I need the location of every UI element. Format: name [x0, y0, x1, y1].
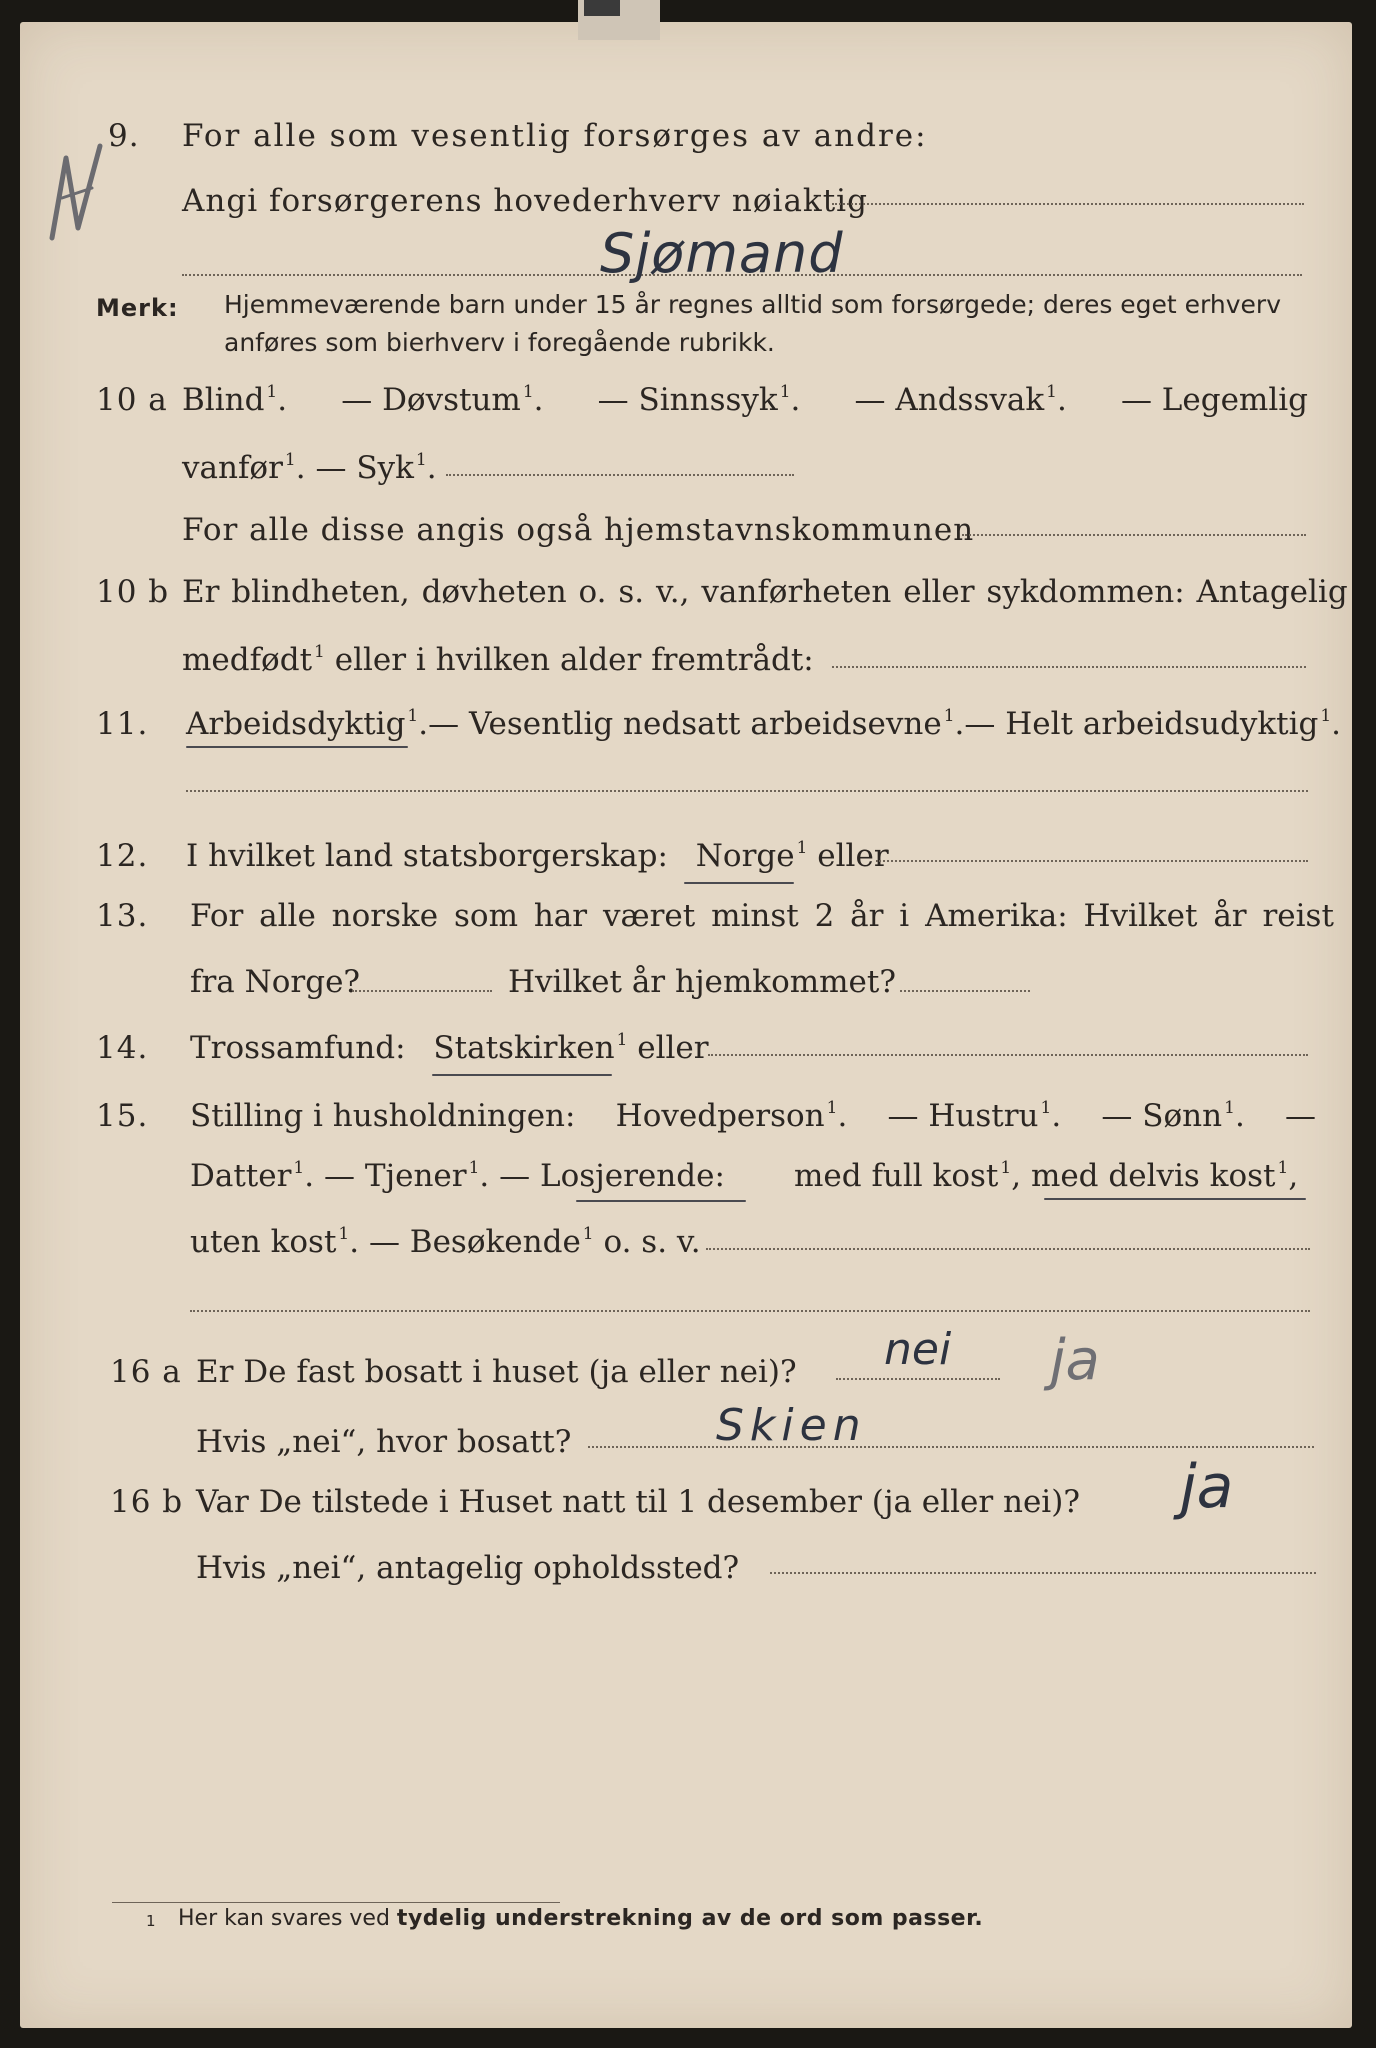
question-15: 15. Stilling i husholdningen: Hovedperson $^1$. — Hustru $^1$. — Sønn $^1$. — [0, 1092, 1376, 1140]
answer-line [352, 990, 492, 992]
answer-line [588, 1446, 1314, 1448]
question-number: 14. [96, 1030, 149, 1066]
handwritten-answer-skien: Skien [716, 1400, 867, 1451]
underline-statskirken [432, 1074, 612, 1076]
option-nedsatt: — Vesentlig nedsatt arbeidsevne [428, 706, 942, 742]
option-sonn: — Sønn [1101, 1098, 1223, 1134]
binding-clip [584, 0, 620, 16]
question-9 [0, 112, 1376, 160]
underline-arbeidsdyktig [186, 746, 408, 748]
question-10b-line2: medfødt $^1$ eller i hvilken alder fremtrådt: [182, 641, 814, 678]
question-10a-line3 [0, 506, 1376, 554]
answer-line [962, 534, 1306, 536]
question-text: Stilling i husholdningen: [190, 1098, 576, 1134]
answer-line [876, 860, 1308, 862]
question-text: eller i hvilken alder fremtrådt: [334, 642, 814, 678]
underline-losjerende [576, 1200, 746, 1202]
option-vanfor: vanfør [182, 450, 283, 486]
note-label: Merk: [96, 294, 179, 322]
question-text: For alle norske som har været minst 2 år i Amerika: Hvilket år reist [190, 898, 1334, 934]
option-eller: eller [817, 838, 889, 874]
answer-line [900, 990, 1030, 992]
answer-line [836, 1378, 1000, 1380]
question-11: 11. Arbeidsdyktig $^1$. — Vesentlig nedsatt arbeidsevne $^1$. — Helt arbeidsudyktig $^1$. [0, 700, 1376, 748]
question-text: For alle som vesentlig forsørges av andre: [182, 118, 928, 154]
handwritten-answer-nei: nei [884, 1324, 952, 1375]
answer-line [190, 1310, 1310, 1312]
question-number: 16 a [110, 1354, 182, 1390]
underline-norge [684, 882, 794, 884]
question-13 [0, 892, 1376, 940]
option-delvis-kost: med delvis kost [1030, 1158, 1276, 1194]
option-udyktig: — Helt arbeidsudyktig [964, 706, 1319, 742]
question-14: 14. Trossamfund: Statskirken $^1$ eller [0, 1024, 1376, 1072]
option-syk: — Syk [315, 450, 414, 486]
option-sinnssyk: — Sinnssyk [597, 382, 778, 418]
option-norge: Norge [695, 838, 795, 874]
option-medfodt: medfødt [182, 642, 313, 678]
question-15-line2: Datter $^1$. — Tjener $^1$. — Losjerende: med full kost $^1$, med delvis kost $^1$, [190, 1157, 1299, 1194]
question-text: Var De tilstede i Huset natt til 1 desember (ja eller nei)? [196, 1484, 1080, 1520]
question-number: 13. [96, 898, 149, 934]
answer-line [446, 474, 794, 476]
option-legemlig: — Legemlig [1120, 382, 1308, 418]
option-eller: eller [637, 1030, 709, 1066]
option-statskirken: Statskirken [433, 1030, 615, 1066]
question-10a-line2: vanfør $^1$. — Syk $^1$. [182, 449, 437, 486]
underline-delvis-kost [1044, 1198, 1306, 1200]
option-datter: Datter [190, 1158, 292, 1194]
question-16a [0, 1348, 1376, 1396]
footnote-number: 1 [146, 1912, 156, 1930]
pencil-answer-ja: ja [1050, 1328, 1100, 1393]
footnote-text: Her kan svares ved [178, 1906, 390, 1931]
question-text: o. s. v. [603, 1224, 701, 1260]
question-number: 15. [96, 1098, 149, 1134]
option-hovedperson: Hovedperson [615, 1098, 825, 1134]
option-besokende: — Besøkende [368, 1224, 581, 1260]
question-12: 12. I hvilket land statsborgerskap: Norge $^1$ eller [0, 832, 1376, 880]
question-9-line2 [0, 177, 1376, 225]
handwritten-answer-ja: ja [1180, 1452, 1234, 1522]
question-16a-line2 [0, 1418, 1376, 1466]
dash: — [1285, 1098, 1316, 1134]
option-hustru: — Hustru [887, 1098, 1039, 1134]
question-text: Er De fast bosatt i huset (ja eller nei)? [196, 1354, 797, 1390]
question-text: Hvis „nei“, hvor bosatt? [196, 1424, 572, 1460]
question-13-line2 [0, 958, 1376, 1006]
option-full-kost: med full kost [794, 1158, 999, 1194]
handwritten-answer-occupation: Sjømand [600, 222, 844, 285]
question-16b [0, 1478, 1376, 1526]
question-number: 10 b [96, 574, 170, 610]
option-blind: Blind [182, 382, 265, 418]
answer-line [186, 790, 1308, 792]
question-text: I hvilket land statsborgerskap: [186, 838, 668, 874]
option-tjener: — Tjener [323, 1158, 467, 1194]
answer-line [832, 203, 1304, 205]
question-text: For alle disse angis også hjemstavnskommunen [182, 512, 975, 548]
footnote-text-bold: tydelig understrekning av de ord som passer. [396, 1906, 984, 1931]
question-text: Hvis „nei“, antagelig opholdssted? [196, 1550, 740, 1586]
answer-line [832, 666, 1306, 668]
question-number: 11. [96, 706, 149, 742]
question-number: 9. [108, 118, 140, 154]
option-losjerende: Losjerende [540, 1158, 715, 1194]
note-text-line2: anføres som bierhverv i foregående rubrikk. [224, 328, 775, 357]
question-number: 16 b [110, 1484, 184, 1520]
question-text: Er blindheten, døvheten o. s. v., vanførheten eller sykdommen: Antagelig [182, 574, 1348, 610]
answer-line [706, 1248, 1310, 1250]
option-uten-kost: uten kost [190, 1224, 337, 1260]
option-andssvak: — Andssvak [854, 382, 1045, 418]
question-10a: 10 a Blind $^1$. — Døvstum $^1$. — Sinnssyk $^1$. — Andssvak $^1$. — Legemlig [0, 376, 1376, 424]
question-text: fra Norge? [190, 964, 361, 1000]
note-text-line1: Hjemmeværende barn under 15 år regnes alltid som forsørgede; deres eget erhverv [224, 290, 1281, 319]
question-text: Angi forsørgerens hovederhverv nøiaktig [182, 183, 868, 219]
option-arbeidsdyktig: Arbeidsdyktig [186, 706, 406, 742]
question-15-line3: uten kost $^1$. — Besøkende $^1$ o. s. v. [190, 1223, 701, 1260]
question-number: 12. [96, 838, 149, 874]
footnote [148, 1906, 983, 1931]
question-text: Hvilket år hjemkommet? [508, 964, 896, 1000]
question-text: Trossamfund: [190, 1030, 406, 1066]
question-10b [0, 568, 1376, 616]
footnote-rule [112, 1902, 560, 1903]
question-number: 10 a [96, 382, 168, 418]
answer-line [708, 1054, 1308, 1056]
option-dovstum: — Døvstum [341, 382, 521, 418]
answer-line [770, 1572, 1316, 1574]
question-16b-line2 [0, 1544, 1376, 1592]
